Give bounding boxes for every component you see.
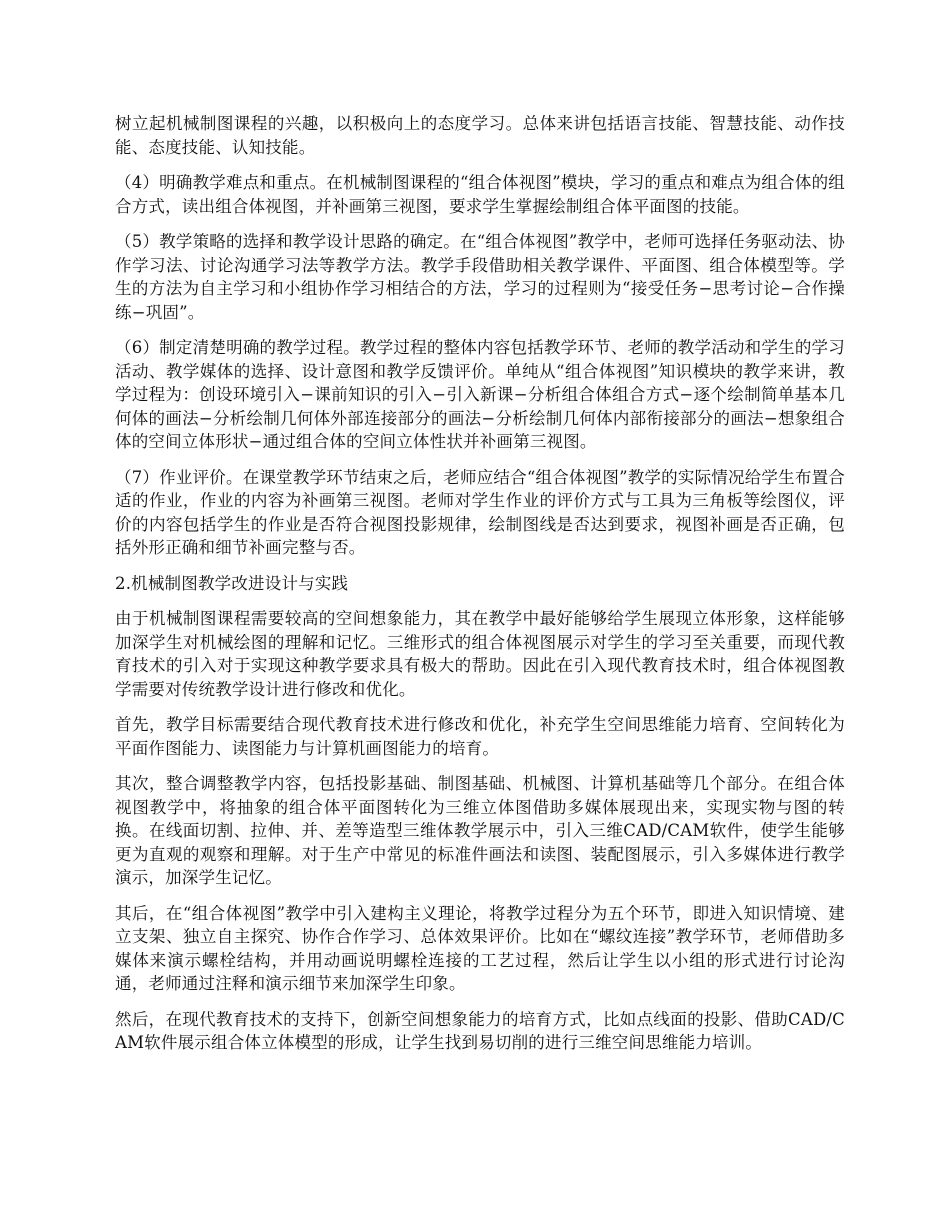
paragraph-item-6: （6）制定清楚明确的教学过程。教学过程的整体内容包括教学环节、老师的教学活动和学生的学习活动、教学媒体的选择、设计意图和教学反馈评价。单纯从“组合体视图”知识模块的教学来讲，教学过程为：创设环境引入−课前知识的引入−引入新课−分析组合体组合方式−逐个绘制简单基本几何体的画法−分析绘制几何体外部连接部分的画法−分析绘制几何体内部衔接部分的画法−想象组合体的空间立体形状−通过组合体的空间立体性状并补画第三视图。 (115, 338, 845, 451)
paragraph-first: 首先，教学目标需要结合现代教育技术进行修改和优化，补充学生空间思维能力培育、空间转化为平面作图能力、读图能力与计算机画图能力的培育。 (115, 715, 845, 758)
document-page (115, 112, 845, 1067)
paragraph-item-5: （5）教学策略的选择和教学设计思路的确定。在“组合体视图”教学中，老师可选择任务驱动法、协作学习法、讨论沟通学习法等教学方法。教学手段借助相关教学课件、平面图、组合体模型等。学生的方法为自主学习和小组协作学习相结合的方法，学习的过程则为“接受任务−思考讨论−合作操练−巩固”。 (115, 232, 845, 322)
paragraph-item-7: （7）作业评价。在课堂教学环节结束之后，老师应结合“组合体视图”教学的实际情况给学生布置合适的作业，作业的内容为补画第三视图。老师对学生作业的评价方式与工具为三角板等绘图仪，评价的内容包括学生的作业是否符合视图投影规律，绘制图线是否达到要求，视图补画是否正确，包括外形正确和细节补画完整与否。 (115, 467, 845, 557)
paragraph-second: 其次，整合调整教学内容，包括投影基础、制图基础、机械图、计算机基础等几个部分。在组合体视图教学中，将抽象的组合体平面图转化为三维立体图借助多媒体展现出来，实现实物与图的转换。在线面切割、拉伸、并、差等造型三维体教学展示中，引入三维CAD/CAM软件，使学生能够更为直观的观察和理解。对于生产中常见的标准件画法和读图、装配图展示，引入多媒体进行教学演示，加深学生记忆。 (115, 774, 845, 887)
paragraph-item-4: （4）明确教学难点和重点。在机械制图课程的“组合体视图”模块，学习的重点和难点为组合体的组合方式，读出组合体视图，并补画第三视图，要求学生掌握绘制组合体平面图的技能。 (115, 173, 845, 216)
paragraph-section-intro: 由于机械制图课程需要较高的空间想象能力，其在教学中最好能够给学生展现立体形象，这样能够加深学生对机械绘图的理解和记忆。三维形式的组合体视图展示对学生的学习至关重要，而现代教育技术的引入对于实现这种教学要求具有极大的帮助。因此在引入现代教育技术时，组合体视图教学需要对传统教学设计进行修改和优化。 (115, 609, 845, 699)
paragraph-later: 其后，在“组合体视图”教学中引入建构主义理论，将教学过程分为五个环节，即进入知识情境、建立支架、独立自主探究、协作合作学习、总体效果评价。比如在“螺纹连接”教学环节，老师借助多媒体来演示螺栓结构，并用动画说明螺栓连接的工艺过程，然后让学生以小组的形式进行讨论沟通，老师通过注释和演示细节来加深学生印象。 (115, 903, 845, 993)
section-heading: 2.机械制图教学改进设计与实践 (115, 573, 349, 593)
paragraph-then: 然后，在现代教育技术的支持下，创新空间想象能力的培育方式，比如点线面的投影、借助CAD/CAM软件展示组合体立体模型的形成，让学生找到易切削的进行三维空间思维能力培训。 (115, 1009, 845, 1052)
paragraph-interest-skills: 树立起机械制图课程的兴趣，以积极向上的态度学习。总体来讲包括语言技能、智慧技能、动作技能、态度技能、认知技能。 (115, 114, 845, 157)
